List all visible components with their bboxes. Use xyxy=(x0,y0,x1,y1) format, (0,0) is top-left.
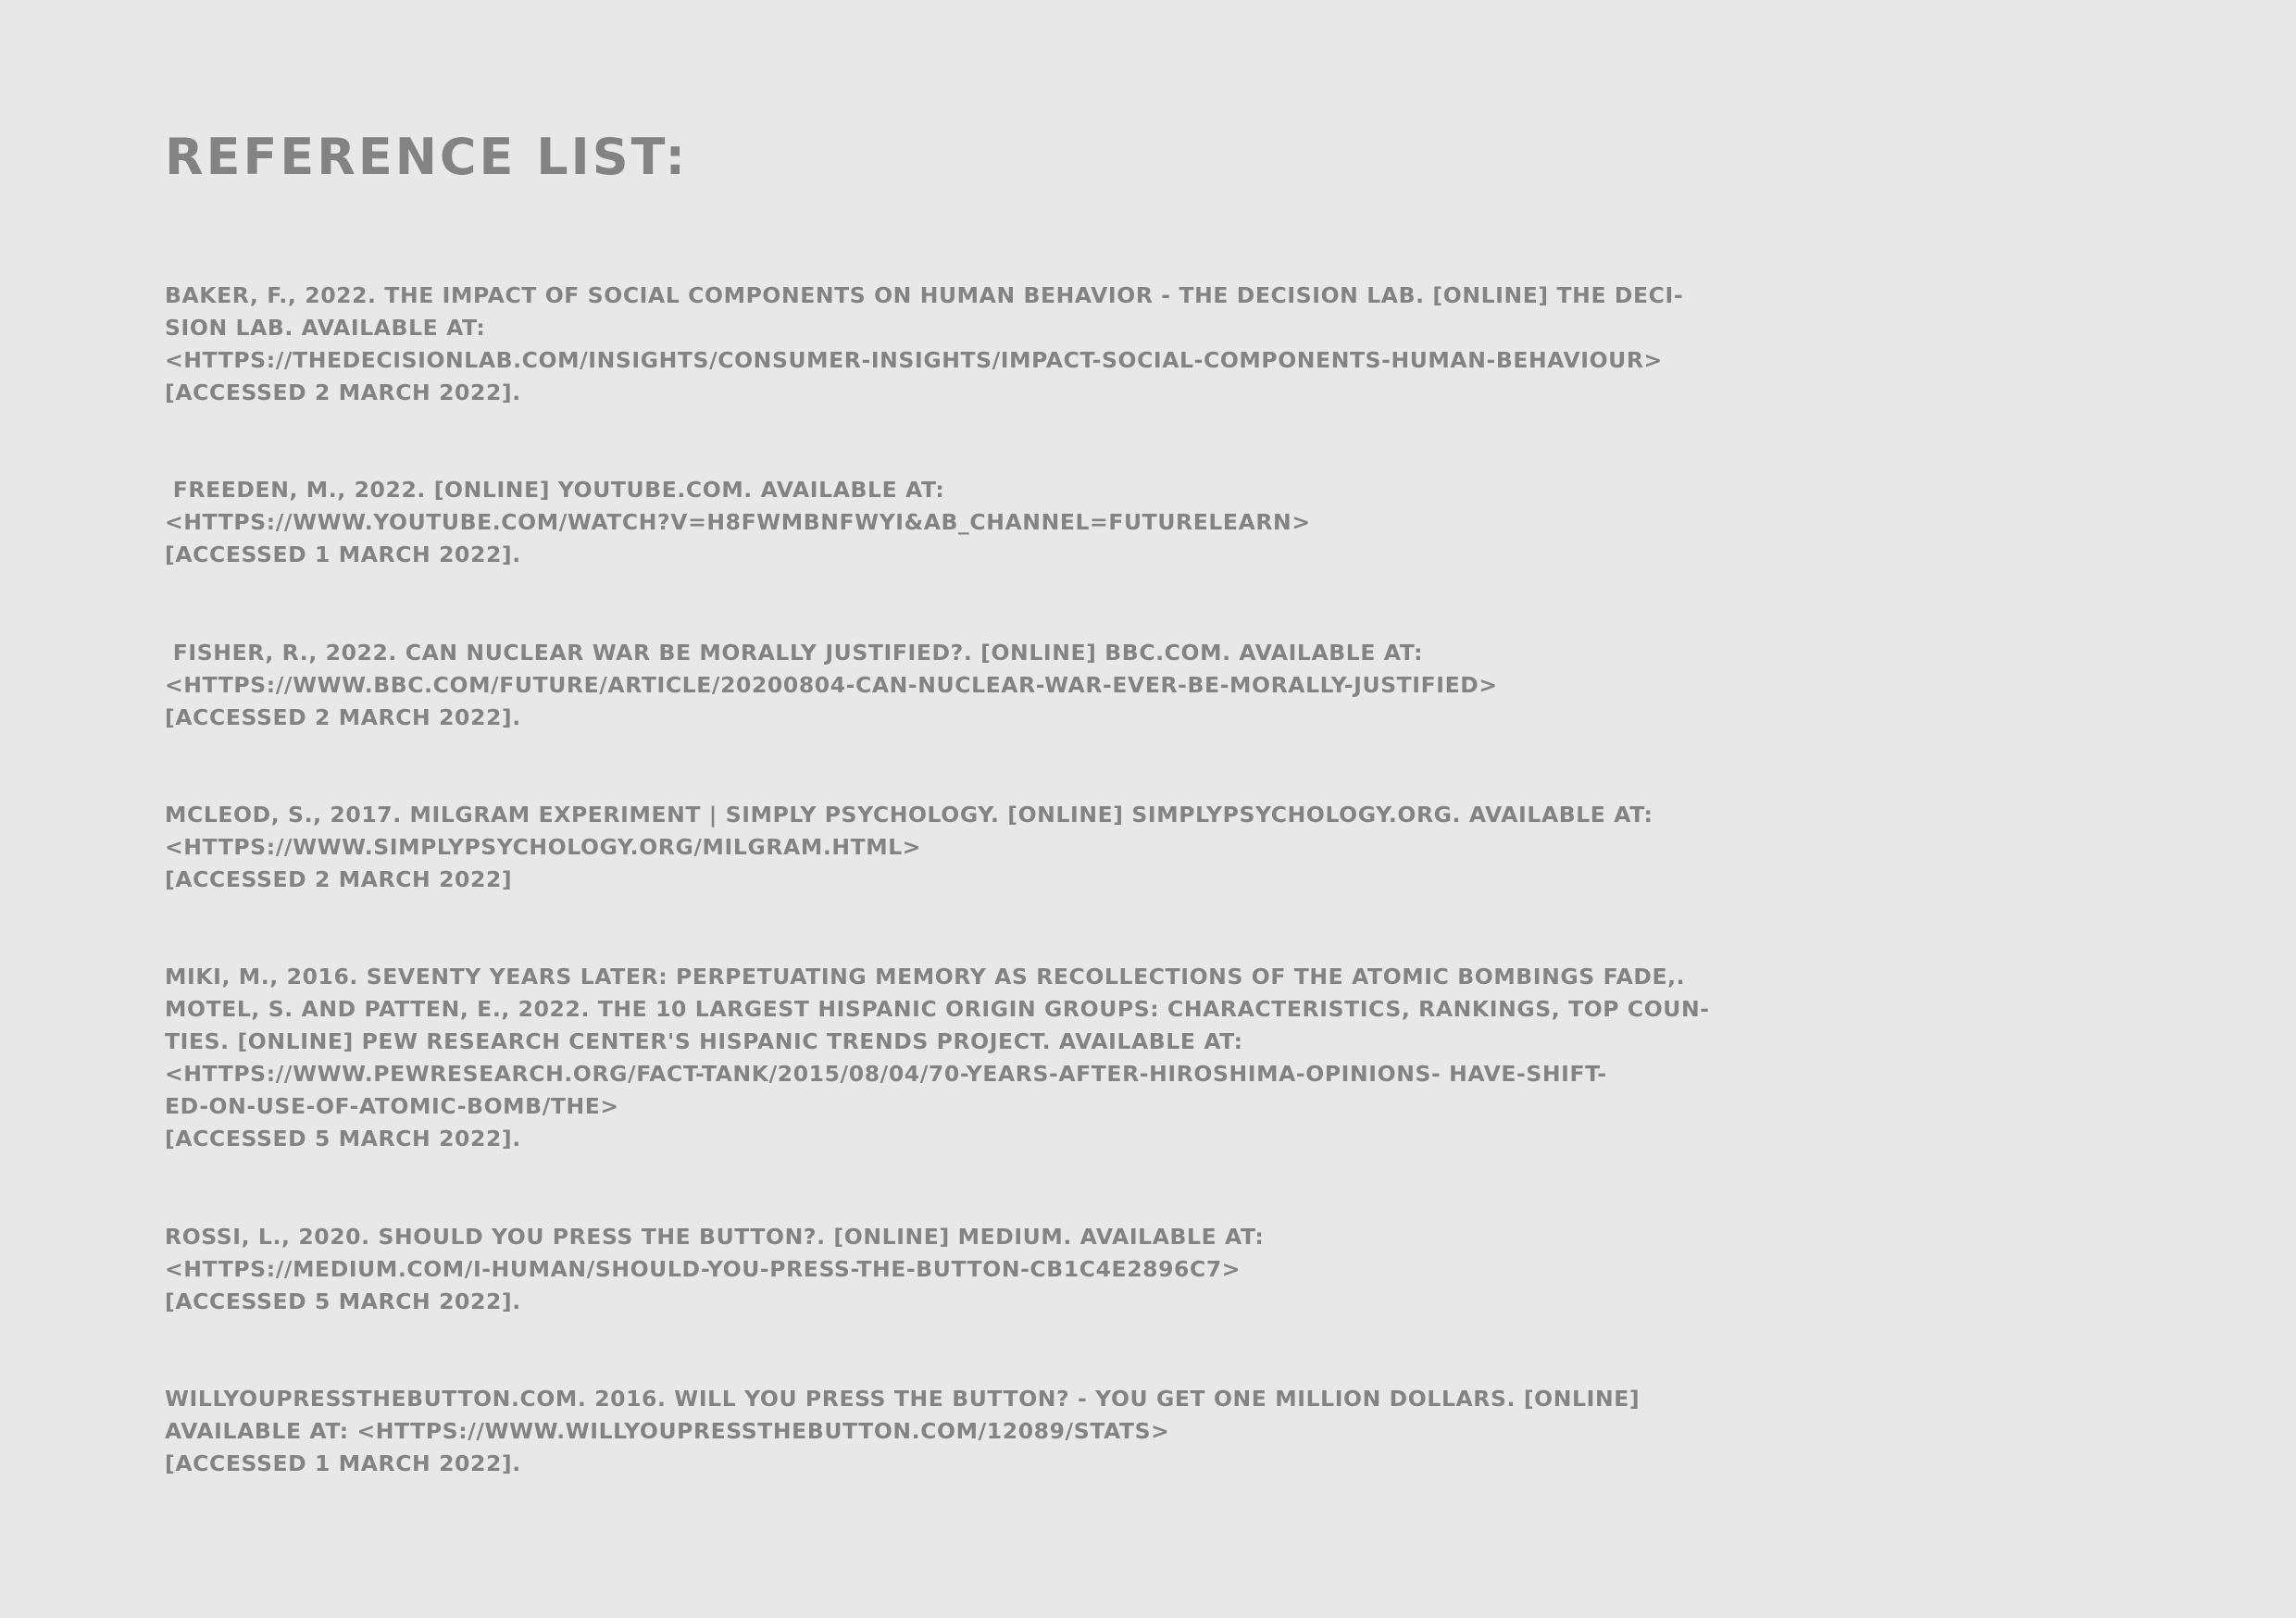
reference-line: [ACCESSED 2 MARCH 2022] xyxy=(165,866,513,892)
reference-line: FISHER, R., 2022. CAN NUCLEAR WAR BE MORALLY JUSTIFIED?. [ONLINE] BBC.COM. AVAILABLE AT: xyxy=(165,640,1424,666)
reference-line: [ACCESSED 1 MARCH 2022]. xyxy=(165,1450,521,1476)
reference-line: BAKER, F., 2022. THE IMPACT OF SOCIAL COMPONENTS ON HUMAN BEHAVIOR - THE DECISION LAB. [ONLINE] THE DECI- xyxy=(165,282,1684,308)
reference-entry-miki-motel xyxy=(165,961,2220,1155)
reference-link[interactable]: <HTTPS://WWW.BBC.COM/FUTURE/ARTICLE/20200804-CAN-NUCLEAR-WAR-EVER-BE-MORALLY-JUSTIFIED> xyxy=(165,672,1498,698)
reference-entry-baker xyxy=(165,280,2220,409)
reference-line: SION LAB. AVAILABLE AT: xyxy=(165,315,486,341)
reference-line: [ACCESSED 2 MARCH 2022]. xyxy=(165,704,521,730)
reference-line: ROSSI, L., 2020. SHOULD YOU PRESS THE BUTTON?. [ONLINE] MEDIUM. AVAILABLE AT: xyxy=(165,1224,1265,1250)
reference-line: [ACCESSED 5 MARCH 2022]. xyxy=(165,1126,521,1151)
reference-entry-mcleod xyxy=(165,799,2220,896)
reference-entry-willyoupressthebutton xyxy=(165,1383,2220,1480)
reference-entry-fisher xyxy=(165,637,2220,734)
reference-line: TIES. [ONLINE] PEW RESEARCH CENTER'S HISPANIC TRENDS PROJECT. AVAILABLE AT: xyxy=(165,1028,1243,1054)
reference-line: FREEDEN, M., 2022. [ONLINE] YOUTUBE.COM. AVAILABLE AT: xyxy=(165,477,945,503)
reference-line: MOTEL, S. AND PATTEN, E., 2022. THE 10 LARGEST HISPANIC ORIGIN GROUPS: CHARACTERISTICS, RANKINGS, TOP COUN- xyxy=(165,996,1710,1022)
reference-link[interactable]: ED-ON-USE-OF-ATOMIC-BOMB/THE> xyxy=(165,1093,619,1119)
reference-line: MIKI, M., 2016. SEVENTY YEARS LATER: PERPETUATING MEMORY AS RECOLLECTIONS OF THE ATOMIC BOMBINGS FADE,. xyxy=(165,964,1686,989)
reference-line: [ACCESSED 1 MARCH 2022]. xyxy=(165,541,521,567)
reference-link[interactable]: AVAILABLE AT: <HTTPS://WWW.WILLYOUPRESSTHEBUTTON.COM/12089/STATS> xyxy=(165,1418,1170,1444)
reference-page xyxy=(165,0,2220,1618)
reference-link[interactable]: <HTTPS://WWW.YOUTUBE.COM/WATCH?V=H8FWMBNFWYI&AB_CHANNEL=FUTURELEARN> xyxy=(165,509,1311,535)
reference-link[interactable]: <HTTPS://WWW.PEWRESEARCH.ORG/FACT-TANK/2015/08/04/70-YEARS-AFTER-HIROSHIMA-OPINIONS- HAVE-SHIFT- xyxy=(165,1061,1607,1087)
reference-line: WILLYOUPRESSTHEBUTTON.COM. 2016. WILL YOU PRESS THE BUTTON? - YOU GET ONE MILLION DOLLARS. [ONLINE] xyxy=(165,1386,1641,1412)
reference-line: MCLEOD, S., 2017. MILGRAM EXPERIMENT | SIMPLY PSYCHOLOGY. [ONLINE] SIMPLYPSYCHOLOGY.ORG. AVAILABLE AT: xyxy=(165,802,1653,828)
reference-entry-rossi xyxy=(165,1221,2220,1318)
reference-link[interactable]: <HTTPS://MEDIUM.COM/I-HUMAN/SHOULD-YOU-PRESS-THE-BUTTON-CB1C4E2896C7> xyxy=(165,1256,1242,1282)
reference-entry-freeden xyxy=(165,474,2220,571)
page-title: REFERENCE LIST: xyxy=(165,128,689,186)
reference-line: [ACCESSED 5 MARCH 2022]. xyxy=(165,1288,521,1314)
reference-line: [ACCESSED 2 MARCH 2022]. xyxy=(165,380,521,405)
reference-link[interactable]: <HTTPS://WWW.SIMPLYPSYCHOLOGY.ORG/MILGRAM.HTML> xyxy=(165,834,922,860)
reference-link[interactable]: <HTTPS://THEDECISIONLAB.COM/INSIGHTS/CONSUMER-INSIGHTS/IMPACT-SOCIAL-COMPONENTS-HUMAN-BEHAVIOUR> xyxy=(165,347,1663,373)
